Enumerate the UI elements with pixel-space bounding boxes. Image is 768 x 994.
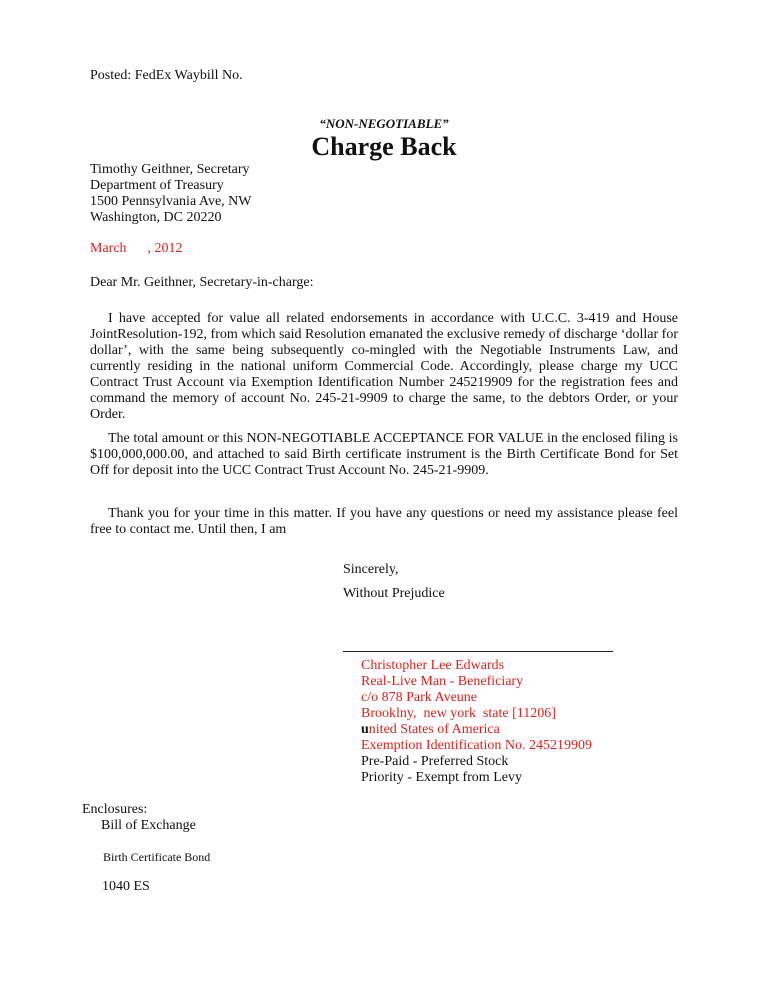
non-negotiable-label: “NON-NEGOTIABLE” bbox=[319, 116, 449, 131]
enclosure-item-birth-certificate-bond: Birth Certificate Bond bbox=[103, 850, 211, 864]
page-title: Charge Back bbox=[311, 132, 457, 161]
enclosure-item-1040-es: 1040 ES bbox=[102, 879, 150, 894]
signer-address-street: c/o 878 Park Aveune bbox=[361, 690, 477, 705]
recipient-address bbox=[90, 162, 252, 226]
signer-address-city: Brooklny, new york state [11206] bbox=[361, 706, 556, 721]
signer-name: Christopher Lee Edwards bbox=[361, 658, 505, 673]
body-paragraph-3: Thank you for your time in this matter. If you have any questions or need my assistance please feel free to contact me. Until then, I am bbox=[90, 506, 678, 537]
signer-exemption: Exemption Identification No. 245219909 bbox=[361, 738, 592, 753]
letter-date: March , 2012 bbox=[90, 241, 183, 256]
signer-country-rest: nited States of America bbox=[368, 722, 500, 737]
recipient-dept: Department of Treasury bbox=[90, 178, 224, 193]
salutation: Dear Mr. Geithner, Secretary-in-charge: bbox=[90, 275, 314, 290]
enclosures-label: Enclosures: bbox=[82, 802, 148, 817]
signer-country bbox=[361, 722, 592, 738]
signature-block bbox=[361, 658, 592, 786]
closing-sincerely: Sincerely, bbox=[343, 562, 399, 577]
recipient-street: 1500 Pennsylvania Ave, NW bbox=[90, 194, 252, 209]
signer-role: Real-Live Man - Beneficiary bbox=[361, 674, 524, 689]
body-paragraph-1: I have accepted for value all related endorsements in accordance with U.C.C. 3-419 and House JointResolution-192, from which said Resolution emanated the exclusive remedy of discharge ‘dollar for dollar’, with the same being subsequently co-mingled with the Negotiable Instruments Law, and currently residing in the national uniform Commercial Code. Accordingly, please charge my UCC Contract Trust Account via Exemption Identification Number 245219909 for the registration fees and command the memory of account No. 245-21-9909 to charge the same, to the debtors Order, or your Order. bbox=[90, 311, 678, 422]
closing-without-prejudice: Without Prejudice bbox=[343, 586, 445, 601]
signature-line bbox=[343, 651, 613, 652]
body-paragraph-2: The total amount or this NON-NEGOTIABLE ACCEPTANCE FOR VALUE in the enclosed filing is $100,000,000.00, and attached to said Birth certificate instrument is the Birth Certificate Bond for Set Off for deposit into the UCC Contract Trust Account No. 245-21-9909. bbox=[90, 431, 678, 478]
recipient-name: Timothy Geithner, Secretary bbox=[90, 162, 250, 177]
recipient-city: Washington, DC 20220 bbox=[90, 210, 222, 225]
signer-prepaid: Pre-Paid - Preferred Stock bbox=[361, 754, 509, 769]
signer-priority: Priority - Exempt from Levy bbox=[361, 770, 522, 785]
enclosure-item-bill-of-exchange: Bill of Exchange bbox=[101, 818, 196, 833]
signer-country-initial: u bbox=[361, 722, 369, 737]
posted-line: Posted: FedEx Waybill No. bbox=[90, 68, 243, 83]
